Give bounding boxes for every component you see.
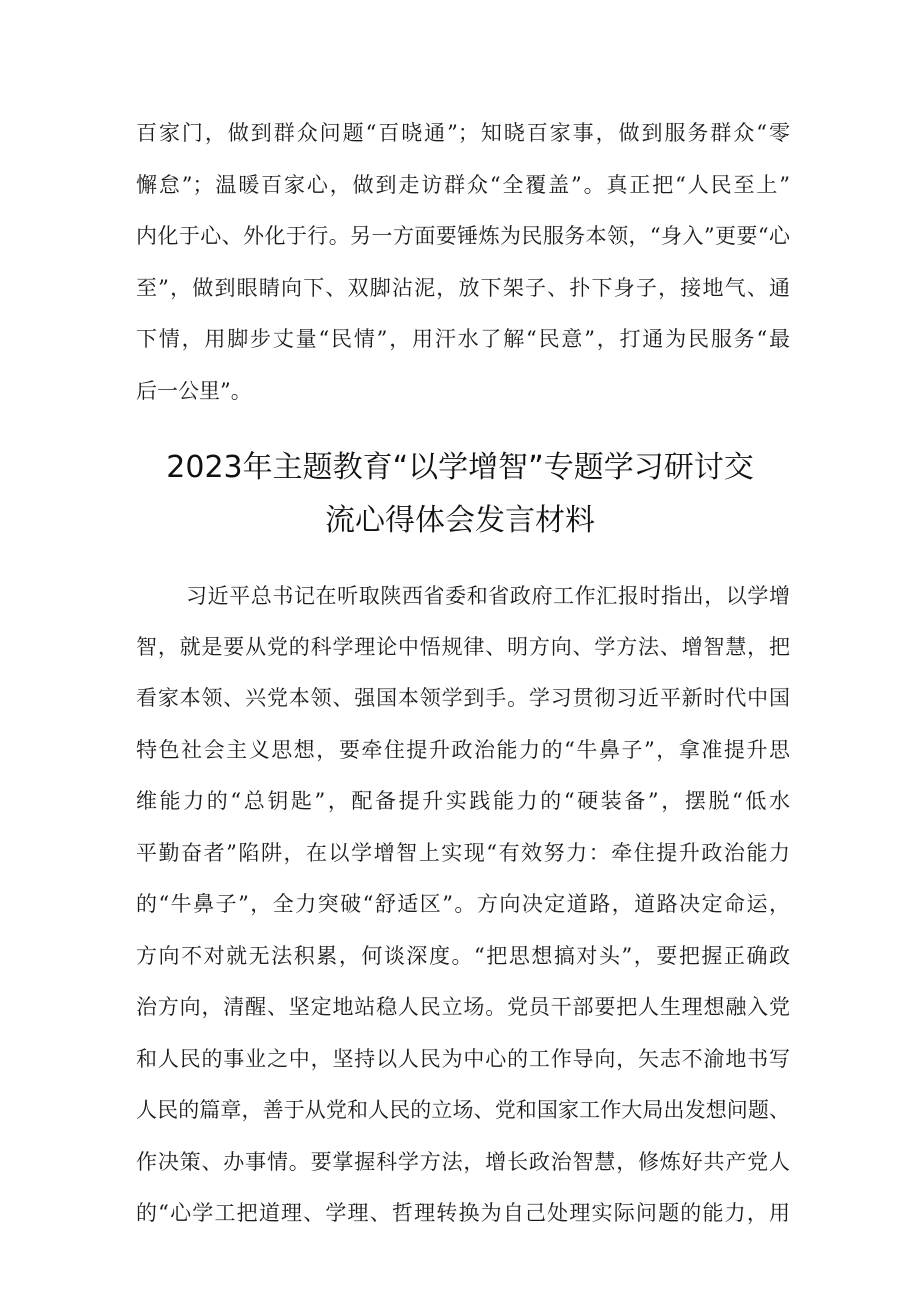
text-line: 人民的篇章，善于从党和人民的立场、党和国家工作大局出发想问题、 <box>136 1098 790 1122</box>
text-line: 看家本领、兴党本领、强国本领学到手。学习贯彻习近平新时代中国 <box>136 686 790 710</box>
text-line: 习近平总书记在听取陕西省委和省政府工作汇报时指出，以学增 <box>186 584 790 608</box>
text-line: 治方向，清醒、坚定地站稳人民立场。党员干部要把人生理想融入党 <box>136 995 790 1019</box>
text-line: 特色社会主义思想，要牵住提升政治能力的“牛鼻子”，拿准提升思 <box>136 738 790 762</box>
text-line: 和人民的事业之中，坚持以人民为中心的工作导向，矢志不渝地书写 <box>136 1047 790 1071</box>
text-line: 下情，用脚步丈量“民情”，用汗水了解“民意”，打通为民服务“最 <box>136 327 790 351</box>
text-line: 作决策、办事情。要掌握科学方法，增长政治智慧，修炼好共产党人 <box>136 1150 790 1174</box>
text-line: 内化于心、外化于行。另一方面要锤炼为民服务本领，“身入”更要“心 <box>136 224 790 248</box>
text-line: 方向不对就无法积累，何谈深度。“把思想搞对头”，要把握正确政 <box>136 944 790 968</box>
text-line: 至”，做到眼睛向下、双脚沾泥，放下架子、扑下身子，接地气、通 <box>136 276 790 300</box>
text-line: 维能力的“总钥匙”，配备提升实践能力的“硬装备”，摆脱“低水 <box>136 789 790 813</box>
text-line: 懈怠”；温暖百家心，做到走访群众“全覆盖”。真正把“人民至上” <box>136 173 790 197</box>
title-line: 2023年主题教育“以学增智”专题学习研讨交 <box>166 450 754 485</box>
text-line: 的“心学工把道理、学理、哲理转换为自己处理实际问题的能力，用 <box>136 1201 790 1225</box>
text-line: 平勤奋者”陷阱，在以学增智上实现“有效努力：牵住提升政治能力 <box>136 841 790 865</box>
text-line: 百家门，做到群众问题“百晓通”；知晓百家事，做到服务群众“零 <box>136 121 790 145</box>
text-line: 的“牛鼻子”，全力突破“舒适区”。方向决定道路，道路决定命运， <box>136 892 790 916</box>
text-line: 智，就是要从党的科学理论中悟规律、明方向、学方法、增智慧，把 <box>136 635 790 659</box>
title-line: 流心得体会发言材料 <box>325 503 595 538</box>
text-line: 后一公里”。 <box>136 379 252 403</box>
